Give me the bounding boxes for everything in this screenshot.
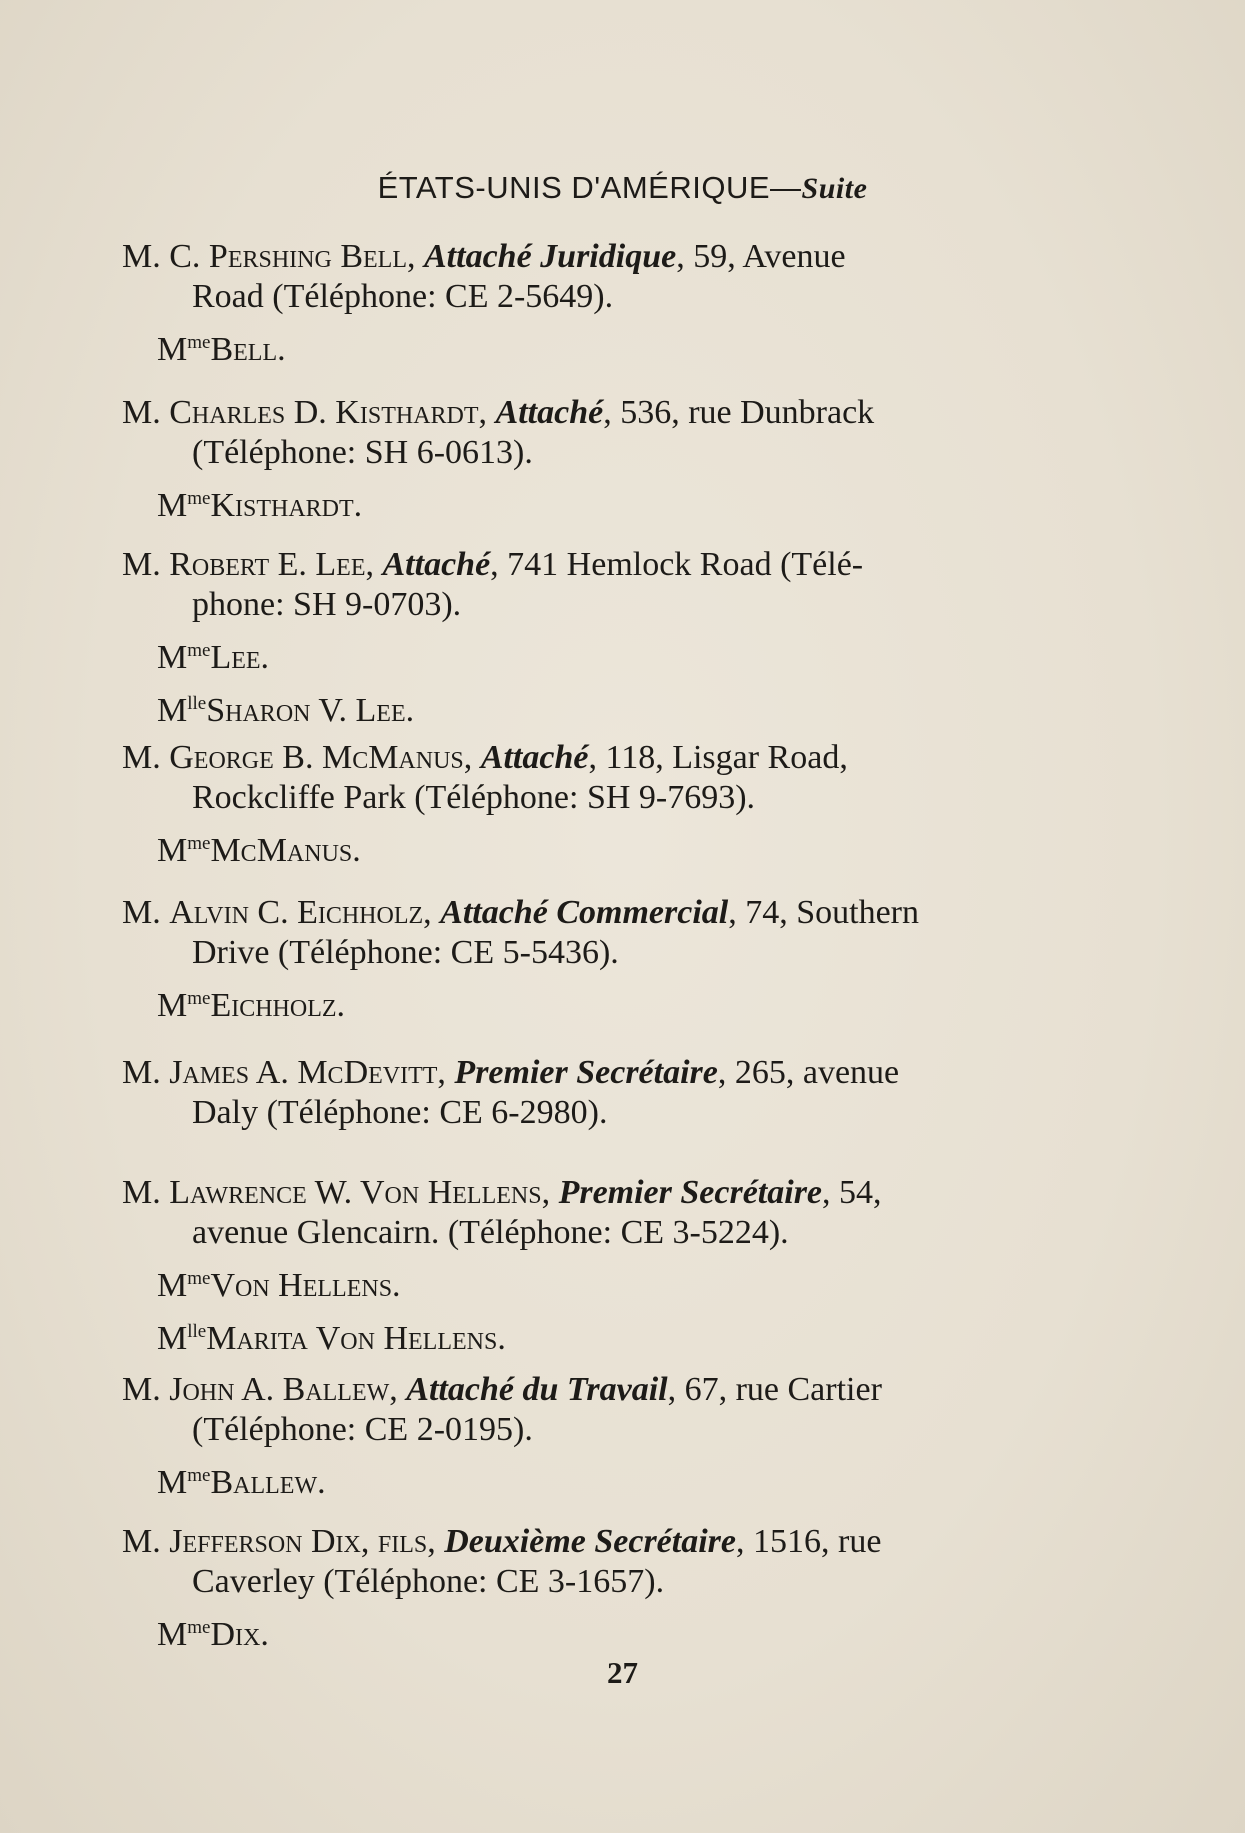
person-title: Premier Secrétaire <box>454 1054 718 1091</box>
person-name: Lawrence W. Von Hellens <box>169 1174 542 1211</box>
spouse-line: $M^{me}Bell$. <box>157 331 286 368</box>
person-name: John A. Ballew <box>169 1371 390 1408</box>
spouse-line: $M^{me}Eichholz$. <box>157 987 346 1024</box>
person-name: Robert E. Lee <box>169 546 366 583</box>
person-name: Alvin C. Eichholz <box>169 894 424 931</box>
person-name: James A. McDevitt <box>169 1054 438 1091</box>
person-title: Premier Secrétaire <box>558 1174 823 1211</box>
entry-first-line: M. Robert E. Lee, Attaché, 741 Hemlock Road (Télé- <box>122 546 864 583</box>
person-title: Deuxième Secrétaire <box>444 1523 736 1560</box>
entry-continuation: Rockcliffe Park (Téléphone: SH 9-7693). <box>192 779 756 816</box>
directory-entry <box>122 1053 1032 1133</box>
spouse-line: $M^{me}McManus$. <box>157 832 361 869</box>
directory-entry <box>122 1370 1032 1503</box>
directory-entry <box>122 1522 1032 1655</box>
entry-first-line: M. Alvin C. Eichholz, Attaché Commercial, 74, Southern <box>122 894 919 931</box>
person-title: Attaché Commercial <box>440 894 729 931</box>
entry-first-line: M. Charles D. Kisthardt, Attaché, 536, rue Dunbrack <box>122 394 875 431</box>
entry-first-line: M. Jefferson Dix, fils, Deuxième Secrétaire, 1516, rue <box>122 1523 882 1560</box>
page-number: 27 <box>607 1655 638 1690</box>
spouse-line: $M^{me}Von$ Hellens. <box>157 1267 401 1304</box>
directory-entry <box>122 237 1032 370</box>
entry-continuation: Daly (Téléphone: CE 6-2980). <box>192 1094 608 1131</box>
daughter-line: $M^{lle}Sharon$ V. Lee. <box>157 692 415 729</box>
person-name: Jefferson Dix, fils <box>169 1523 428 1560</box>
entry-first-line: M. George B. McManus, Attaché, 118, Lisgar Road, <box>122 739 848 776</box>
directory-entry <box>122 545 1032 731</box>
entry-continuation: phone: SH 9-0703). <box>192 586 462 623</box>
directory-entry <box>122 1173 1032 1359</box>
heading-suite: Suite <box>801 172 868 205</box>
entry-continuation: Road (Téléphone: CE 2-5649). <box>192 278 614 315</box>
person-title: Attaché <box>382 546 491 583</box>
person-title: Attaché du Travail <box>406 1371 668 1408</box>
entry-continuation: Caverley (Téléphone: CE 3-1657). <box>192 1563 665 1600</box>
daughter-line: $M^{lle}Marita$ Von Hellens. <box>157 1320 506 1357</box>
directory-entry <box>122 393 1032 526</box>
entry-continuation: avenue Glencairn. (Téléphone: CE 3-5224). <box>192 1214 789 1251</box>
page-heading <box>0 170 1245 206</box>
directory-entry <box>122 893 1032 1026</box>
person-name: Charles D. Kisthardt <box>169 394 479 431</box>
spouse-line: $M^{me}Kisthardt$. <box>157 487 363 524</box>
entry-first-line: M. Lawrence W. Von Hellens, Premier Secrétaire, 54, <box>122 1174 882 1211</box>
person-name: Pershing Bell <box>208 238 407 275</box>
person-title: Attaché <box>480 739 589 776</box>
entry-continuation: (Téléphone: SH 6-0613). <box>192 434 533 471</box>
entry-continuation: (Téléphone: CE 2-0195). <box>192 1411 533 1448</box>
spouse-line: $M^{me}Dix$. <box>157 1616 269 1653</box>
person-title: Attaché Juridique <box>424 238 677 275</box>
entry-first-line: M. James A. McDevitt, Premier Secrétaire, 265, avenue <box>122 1054 900 1091</box>
entry-continuation: Drive (Téléphone: CE 5-5436). <box>192 934 619 971</box>
spouse-line: $M^{me}Lee$. <box>157 639 270 676</box>
heading-country: ÉTATS-UNIS D'AMÉRIQUE— <box>377 170 802 205</box>
spouse-line: $M^{me}Ballew$. <box>157 1464 326 1501</box>
directory-entry <box>122 738 1032 871</box>
person-title: Attaché <box>495 394 604 431</box>
entry-first-line: M. C. Pershing Bell, Attaché Juridique, 59, Avenue <box>122 238 846 275</box>
person-name: George B. McManus <box>169 739 464 776</box>
entry-first-line: M. John A. Ballew, Attaché du Travail, 67, rue Cartier <box>122 1371 882 1408</box>
